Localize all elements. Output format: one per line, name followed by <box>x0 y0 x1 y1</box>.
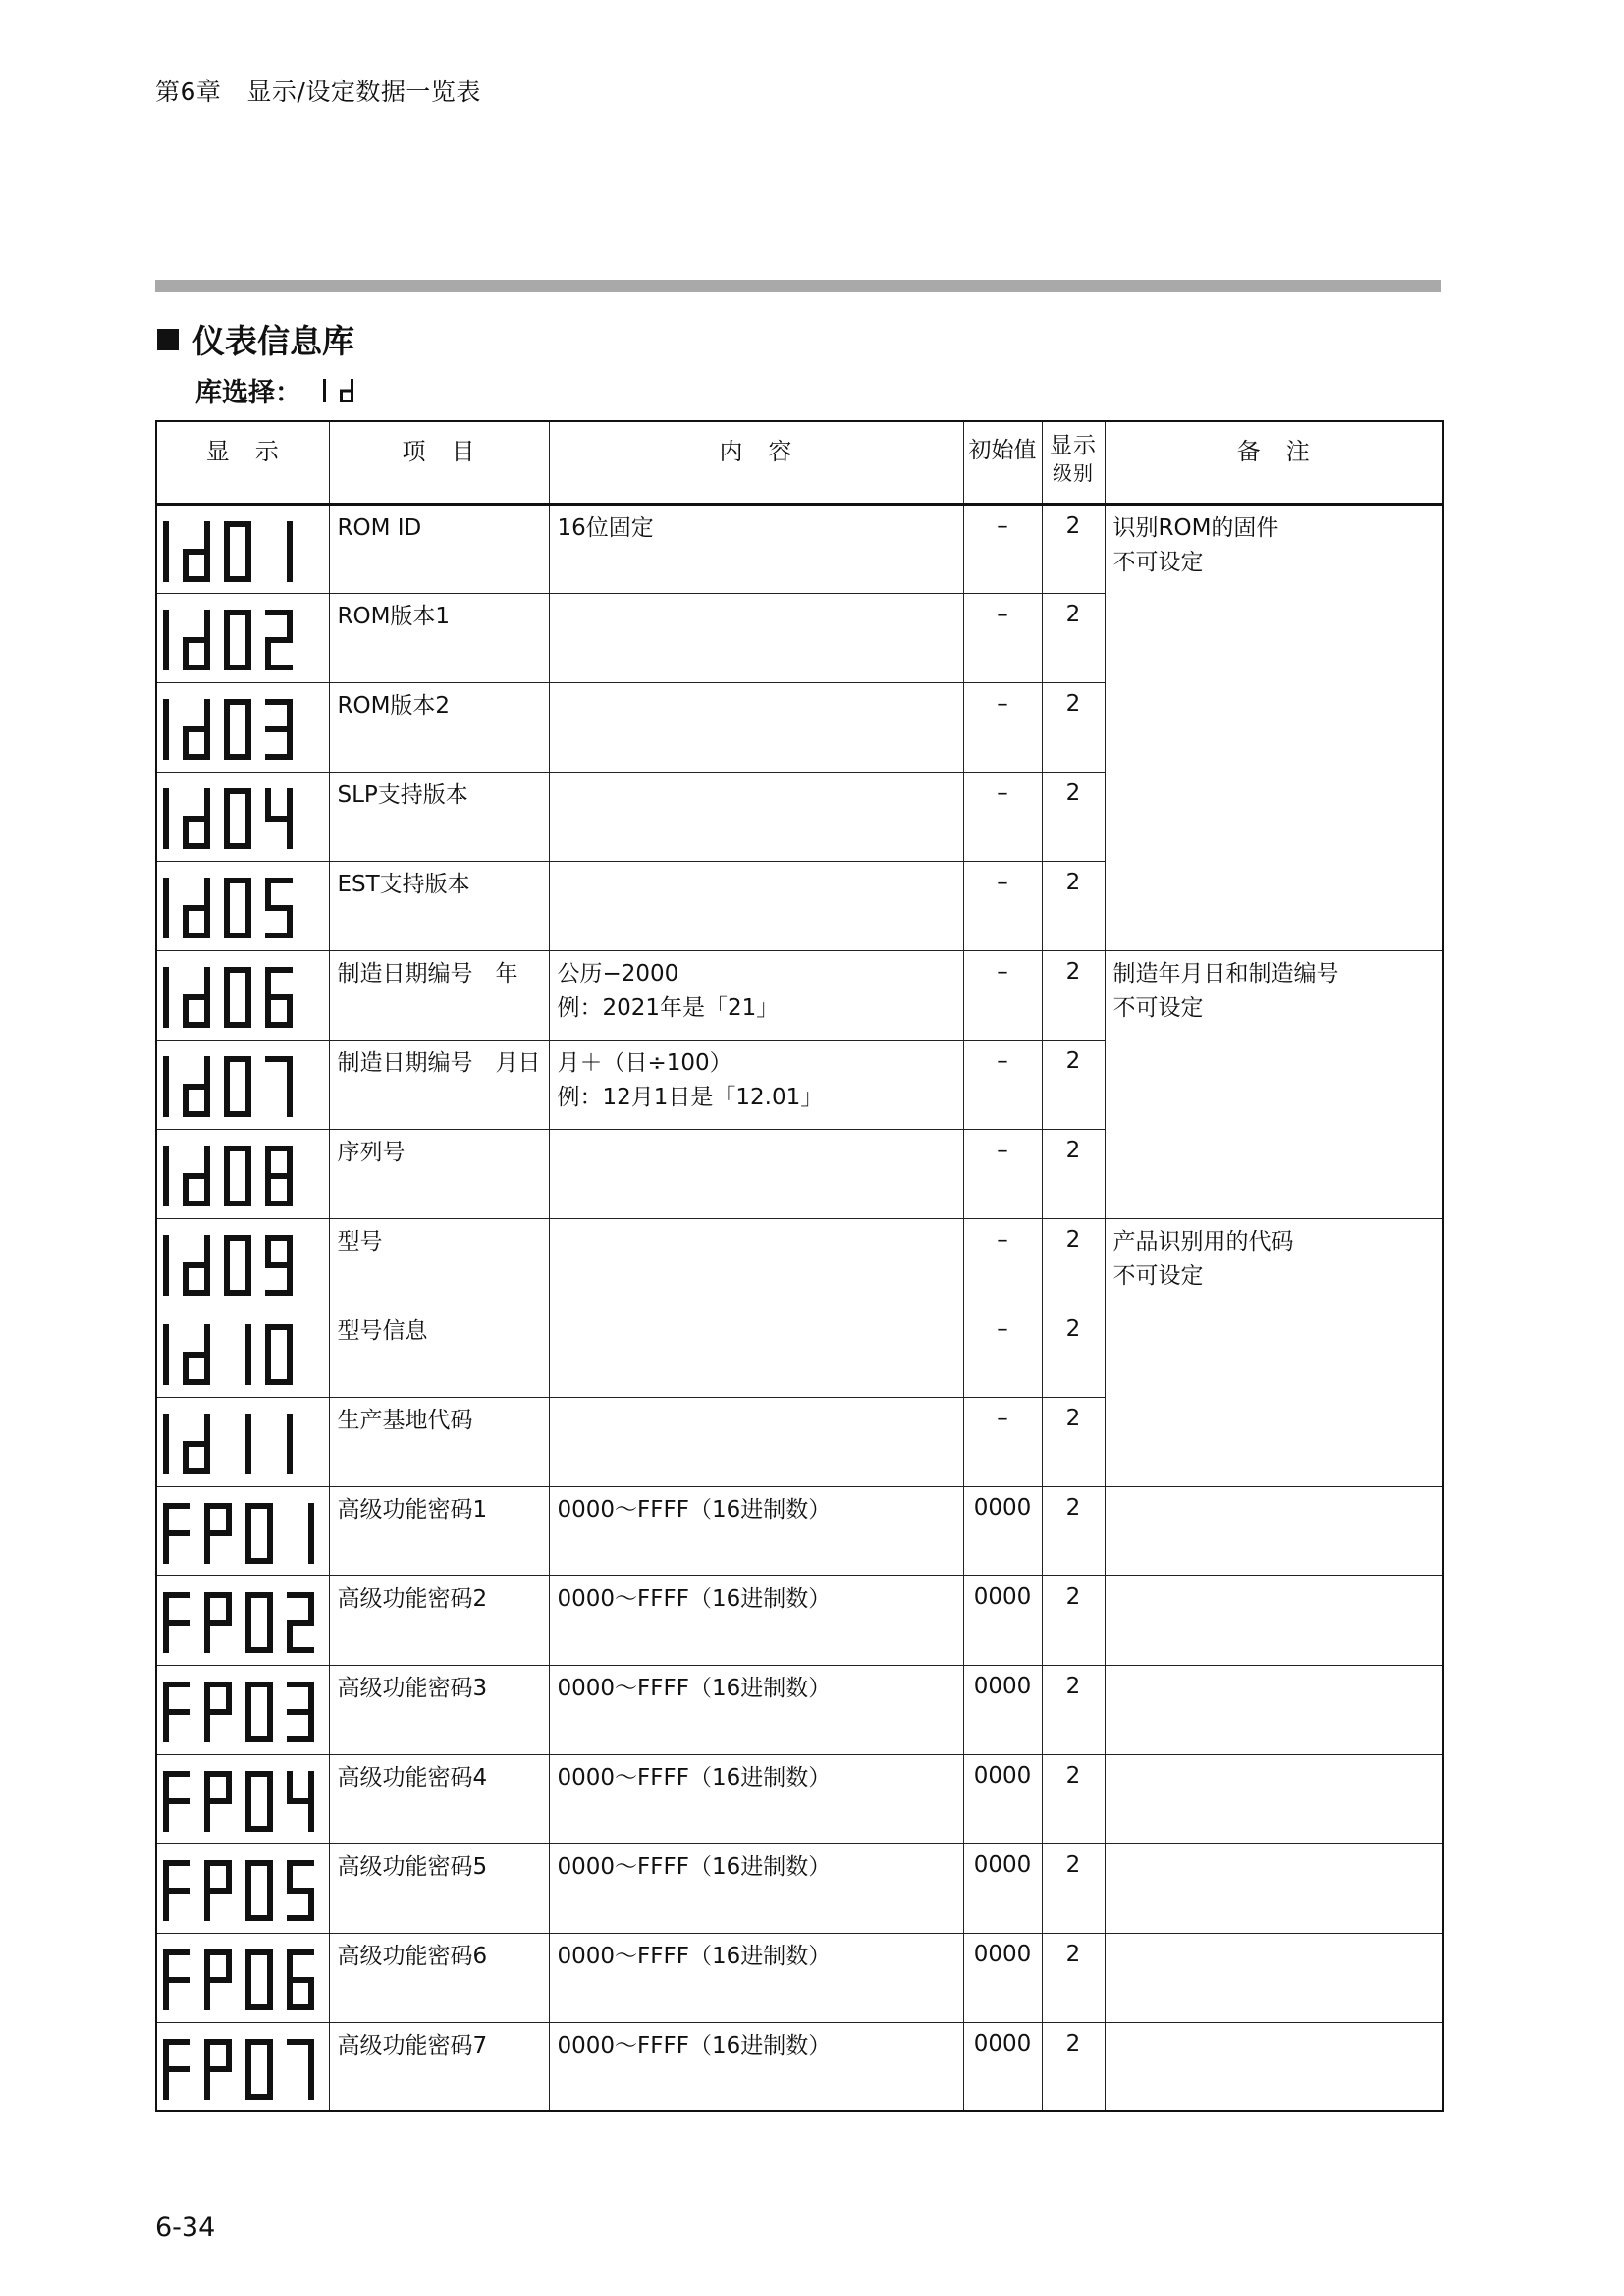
remark-line: 制造年月日和制造编号 <box>1112 960 1339 987</box>
item-name: 高级功能密码1 <box>329 1486 549 1575</box>
table-row <box>156 1754 1443 1843</box>
initial-value: – <box>963 772 1042 861</box>
initial-value: – <box>963 1218 1042 1308</box>
header-level-top: 显示 <box>1050 433 1097 458</box>
content-cell <box>549 1040 963 1129</box>
display-level: 2 <box>1042 682 1105 772</box>
table-row <box>156 2022 1443 2111</box>
content-line: 0000～FFFF（16进制数） <box>557 1585 832 1612</box>
content-cell <box>549 2022 963 2111</box>
lcd-display-code <box>156 1933 329 2022</box>
lcd-display-code <box>156 682 329 772</box>
lcd-display-code <box>156 1397 329 1486</box>
item-name: 序列号 <box>329 1129 549 1218</box>
display-level: 2 <box>1042 1933 1105 2022</box>
section-title <box>157 316 354 362</box>
bank-select-label: 库选择： <box>195 378 301 408</box>
remark-cell <box>1105 1843 1443 1933</box>
display-level: 2 <box>1042 1843 1105 1933</box>
section-title-text: 仪表信息库 <box>192 322 354 360</box>
content-line: 例：2021年是「21」 <box>557 994 780 1021</box>
lcd-display-code <box>156 1218 329 1308</box>
display-level: 2 <box>1042 1397 1105 1486</box>
remark-cell <box>1105 950 1443 1218</box>
lcd-display-code <box>156 1486 329 1575</box>
remark-cell <box>1105 1665 1443 1754</box>
table-row <box>156 1486 1443 1575</box>
display-level: 2 <box>1042 1040 1105 1129</box>
header-content: 内 容 <box>549 421 963 504</box>
content-line: 例：12月1日是「12.01」 <box>557 1084 824 1110</box>
initial-value: – <box>963 1397 1042 1486</box>
display-level: 2 <box>1042 772 1105 861</box>
initial-value: – <box>963 504 1042 593</box>
lcd-display-code <box>156 861 329 950</box>
initial-value: 0000 <box>963 1665 1042 1754</box>
display-level: 2 <box>1042 861 1105 950</box>
lcd-display-code <box>156 1843 329 1933</box>
display-level: 2 <box>1042 1486 1105 1575</box>
header-item: 项 目 <box>329 421 549 504</box>
table-row <box>156 1933 1443 2022</box>
content-line: 0000～FFFF（16进制数） <box>557 1853 832 1880</box>
initial-value: – <box>963 1040 1042 1129</box>
content-line: 公历−2000 <box>557 960 679 987</box>
item-name: 高级功能密码2 <box>329 1575 549 1665</box>
header-level-bottom: 级别 <box>1053 461 1094 485</box>
remark-cell <box>1105 2022 1443 2111</box>
initial-value: 0000 <box>963 1933 1042 2022</box>
bank-select <box>195 371 370 409</box>
content-cell <box>549 1933 963 2022</box>
content-cell <box>549 1575 963 1665</box>
table-row <box>156 1218 1443 1308</box>
header-remark: 备 注 <box>1105 421 1443 504</box>
item-name: 制造日期编号 月日 <box>329 1040 549 1129</box>
initial-value: 0000 <box>963 2022 1042 2111</box>
item-name: 生产基地代码 <box>329 1397 549 1486</box>
chapter-title: 显示/设定数据一览表 <box>246 78 481 106</box>
item-name: EST支持版本 <box>329 861 549 950</box>
table-row <box>156 1575 1443 1665</box>
initial-value: 0000 <box>963 1843 1042 1933</box>
lcd-display-code <box>156 772 329 861</box>
bank-code-lcd <box>317 377 370 404</box>
lcd-display-code <box>156 1040 329 1129</box>
remark-cell <box>1105 1933 1443 2022</box>
table-header-row <box>156 421 1443 504</box>
item-name: 制造日期编号 年 <box>329 950 549 1040</box>
remark-cell <box>1105 1486 1443 1575</box>
content-cell <box>549 1665 963 1754</box>
item-name: 高级功能密码5 <box>329 1843 549 1933</box>
remark-cell <box>1105 1754 1443 1843</box>
initial-value: – <box>963 682 1042 772</box>
item-name: 型号信息 <box>329 1308 549 1397</box>
item-name: ROM版本1 <box>329 593 549 682</box>
content-cell <box>549 593 963 682</box>
item-name: 高级功能密码7 <box>329 2022 549 2111</box>
parameter-table <box>155 420 1444 2112</box>
remark-cell <box>1105 1218 1443 1486</box>
content-cell <box>549 950 963 1040</box>
display-level: 2 <box>1042 504 1105 593</box>
display-level: 2 <box>1042 593 1105 682</box>
initial-value: 0000 <box>963 1754 1042 1843</box>
content-line: 16位固定 <box>557 514 654 541</box>
chapter-number: 第6章 <box>155 78 222 106</box>
content-cell <box>549 1486 963 1575</box>
initial-value: – <box>963 950 1042 1040</box>
item-name: 高级功能密码4 <box>329 1754 549 1843</box>
initial-value: – <box>963 593 1042 682</box>
display-level: 2 <box>1042 950 1105 1040</box>
item-name: 高级功能密码6 <box>329 1933 549 2022</box>
display-level: 2 <box>1042 1575 1105 1665</box>
section-divider <box>155 280 1441 292</box>
initial-value: 0000 <box>963 1575 1042 1665</box>
chapter-header <box>155 73 481 108</box>
remark-line: 不可设定 <box>1112 1262 1204 1289</box>
display-level: 2 <box>1042 2022 1105 2111</box>
remark-line: 不可设定 <box>1112 549 1204 575</box>
content-line: 0000～FFFF（16进制数） <box>557 1675 832 1701</box>
lcd-display-code <box>156 2022 329 2111</box>
lcd-display-code <box>156 1308 329 1397</box>
lcd-display-code <box>156 1129 329 1218</box>
table-row <box>156 1843 1443 1933</box>
table-row <box>156 504 1443 593</box>
content-line: 0000～FFFF（16进制数） <box>557 1496 832 1522</box>
content-cell <box>549 772 963 861</box>
square-bullet-icon <box>157 329 179 350</box>
item-name: ROM版本2 <box>329 682 549 772</box>
lcd-display-code <box>156 1665 329 1754</box>
page-number: 6-34 <box>155 2213 216 2243</box>
item-name: 高级功能密码3 <box>329 1665 549 1754</box>
remark-line: 产品识别用的代码 <box>1112 1228 1294 1255</box>
lcd-display-code <box>156 504 329 593</box>
display-level: 2 <box>1042 1665 1105 1754</box>
content-cell <box>549 1843 963 1933</box>
remark-cell <box>1105 1575 1443 1665</box>
content-cell <box>549 1129 963 1218</box>
lcd-display-code <box>156 593 329 682</box>
content-cell <box>549 1218 963 1308</box>
display-level: 2 <box>1042 1308 1105 1397</box>
content-cell <box>549 861 963 950</box>
content-line: 0000～FFFF（16进制数） <box>557 1764 832 1790</box>
header-initial: 初始值 <box>963 421 1042 504</box>
content-cell <box>549 1754 963 1843</box>
item-name: ROM ID <box>329 504 549 593</box>
content-line: 0000～FFFF（16进制数） <box>557 2032 832 2058</box>
remark-line: 不可设定 <box>1112 994 1204 1021</box>
lcd-display-code <box>156 950 329 1040</box>
display-level: 2 <box>1042 1218 1105 1308</box>
display-level: 2 <box>1042 1129 1105 1218</box>
content-cell <box>549 1397 963 1486</box>
initial-value: – <box>963 1129 1042 1218</box>
header-display: 显 示 <box>156 421 329 504</box>
item-name: 型号 <box>329 1218 549 1308</box>
header-level <box>1042 421 1105 504</box>
lcd-display-code <box>156 1575 329 1665</box>
initial-value: – <box>963 861 1042 950</box>
initial-value: – <box>963 1308 1042 1397</box>
lcd-display-code <box>156 1754 329 1843</box>
item-name: SLP支持版本 <box>329 772 549 861</box>
remark-cell <box>1105 504 1443 950</box>
table-row <box>156 950 1443 1040</box>
table-row <box>156 1665 1443 1754</box>
initial-value: 0000 <box>963 1486 1042 1575</box>
content-cell <box>549 682 963 772</box>
content-cell <box>549 1308 963 1397</box>
content-line: 月＋（日÷100） <box>557 1049 732 1076</box>
content-cell <box>549 504 963 593</box>
content-line: 0000～FFFF（16进制数） <box>557 1943 832 1969</box>
display-level: 2 <box>1042 1754 1105 1843</box>
remark-line: 识别ROM的固件 <box>1112 514 1279 541</box>
